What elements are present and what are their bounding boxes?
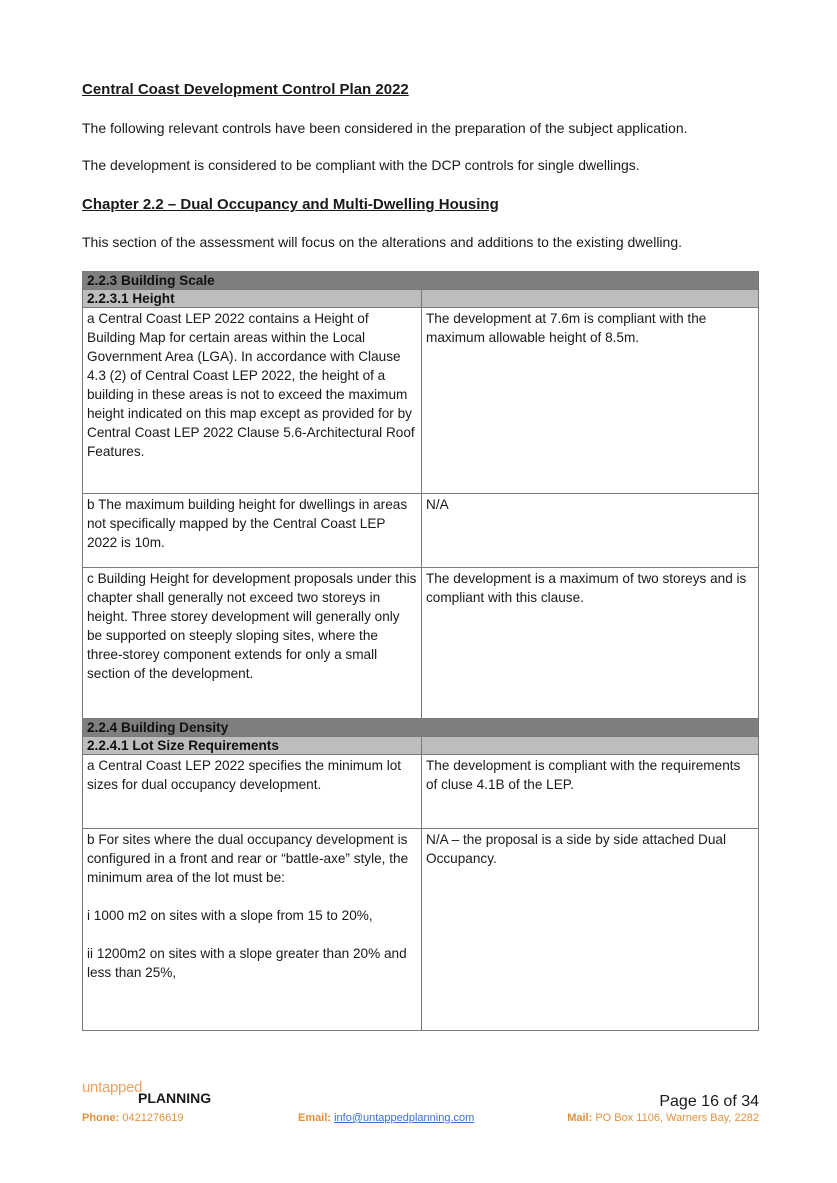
table-row [83,308,759,494]
logo-text-planning: PLANNING [138,1090,212,1106]
response-text: N/A – the proposal is a side by side attached Dual Occupancy. [422,829,759,1031]
intro-paragraph: The following relevant controls have been considered in the preparation of the subject application. [82,120,688,136]
phone-value: 0421276619 [122,1112,184,1124]
response-text: The development is compliant with the requirements of cluse 4.1B of the LEP. [422,755,759,829]
logo-text-untapped: untapped [82,1079,143,1096]
control-text: b For sites where the dual occupancy development is configured in a front and rear or “battle-axe” style, the minimum area of the lot must be: [87,832,409,885]
subsection-title: 2.2.4.1 Lot Size Requirements [83,737,422,755]
response-text: N/A [422,494,759,568]
email-link[interactable]: info@untappedplanning.com [334,1112,475,1124]
footer-email [298,1112,474,1124]
section-title: 2.2.4 Building Density [83,719,422,737]
chapter-heading: Chapter 2.2 – Dual Occupancy and Multi-Dwelling Housing [82,196,499,213]
subsection-title: 2.2.3.1 Height [83,290,422,308]
mail-value: PO Box 1106, Warners Bay, 2282 [595,1112,759,1124]
table-subsection-row [83,290,759,308]
control-cell [83,829,422,1031]
response-text: The development at 7.6m is compliant with the maximum allowable height of 8.5m. [422,308,759,494]
controls-table [82,271,759,1031]
table-subsection-row [83,737,759,755]
section-heading-dcp: Central Coast Development Control Plan 2022 [82,81,409,98]
control-text: i 1000 m2 on sites with a slope from 15 to 20%, [87,908,373,923]
control-text: a Central Coast LEP 2022 specifies the minimum lot sizes for dual occupancy development. [83,755,422,829]
table-row [83,829,759,1031]
footer-mail [567,1112,759,1124]
control-text: a Central Coast LEP 2022 contains a Height of Building Map for certain areas within the Local Government Area (LGA). In accordance with Clause 4.3 (2) of Central Coast LEP 2022, the height of a building in these areas is not to exceed the maximum height indicated on this map except as provided for by Central Coast LEP 2022 Clause 5.6-Architectural Roof Features. [83,308,422,494]
phone-label: Phone: [82,1112,120,1124]
control-text: b The maximum building height for dwellings in areas not specifically mapped by the Central Coast LEP 2022 is 10m. [83,494,422,568]
email-label: Email: [298,1112,332,1124]
mail-label: Mail: [567,1112,593,1124]
section-title: 2.2.3 Building Scale [83,272,422,290]
control-text: ii 1200m2 on sites with a slope greater than 20% and less than 25%, [87,946,407,980]
page-number: Page 16 of 34 [659,1093,759,1110]
company-logo [82,1079,232,1109]
table-section-row [83,272,759,290]
focus-paragraph: This section of the assessment will focus on the alterations and additions to the existing dwelling. [82,234,682,250]
table-row [83,494,759,568]
compliance-paragraph: The development is considered to be compliant with the DCP controls for single dwellings. [82,157,640,173]
table-row [83,755,759,829]
footer-phone [82,1112,184,1124]
control-text: c Building Height for development proposals under this chapter shall generally not exceed two storeys in height. Three storey development will generally only be supported on steeply sloping sites, where the three-storey component extends for only a small section of the development. [83,568,422,719]
response-text: The development is a maximum of two storeys and is compliant with this clause. [422,568,759,719]
table-row [83,568,759,719]
table-section-row [83,719,759,737]
